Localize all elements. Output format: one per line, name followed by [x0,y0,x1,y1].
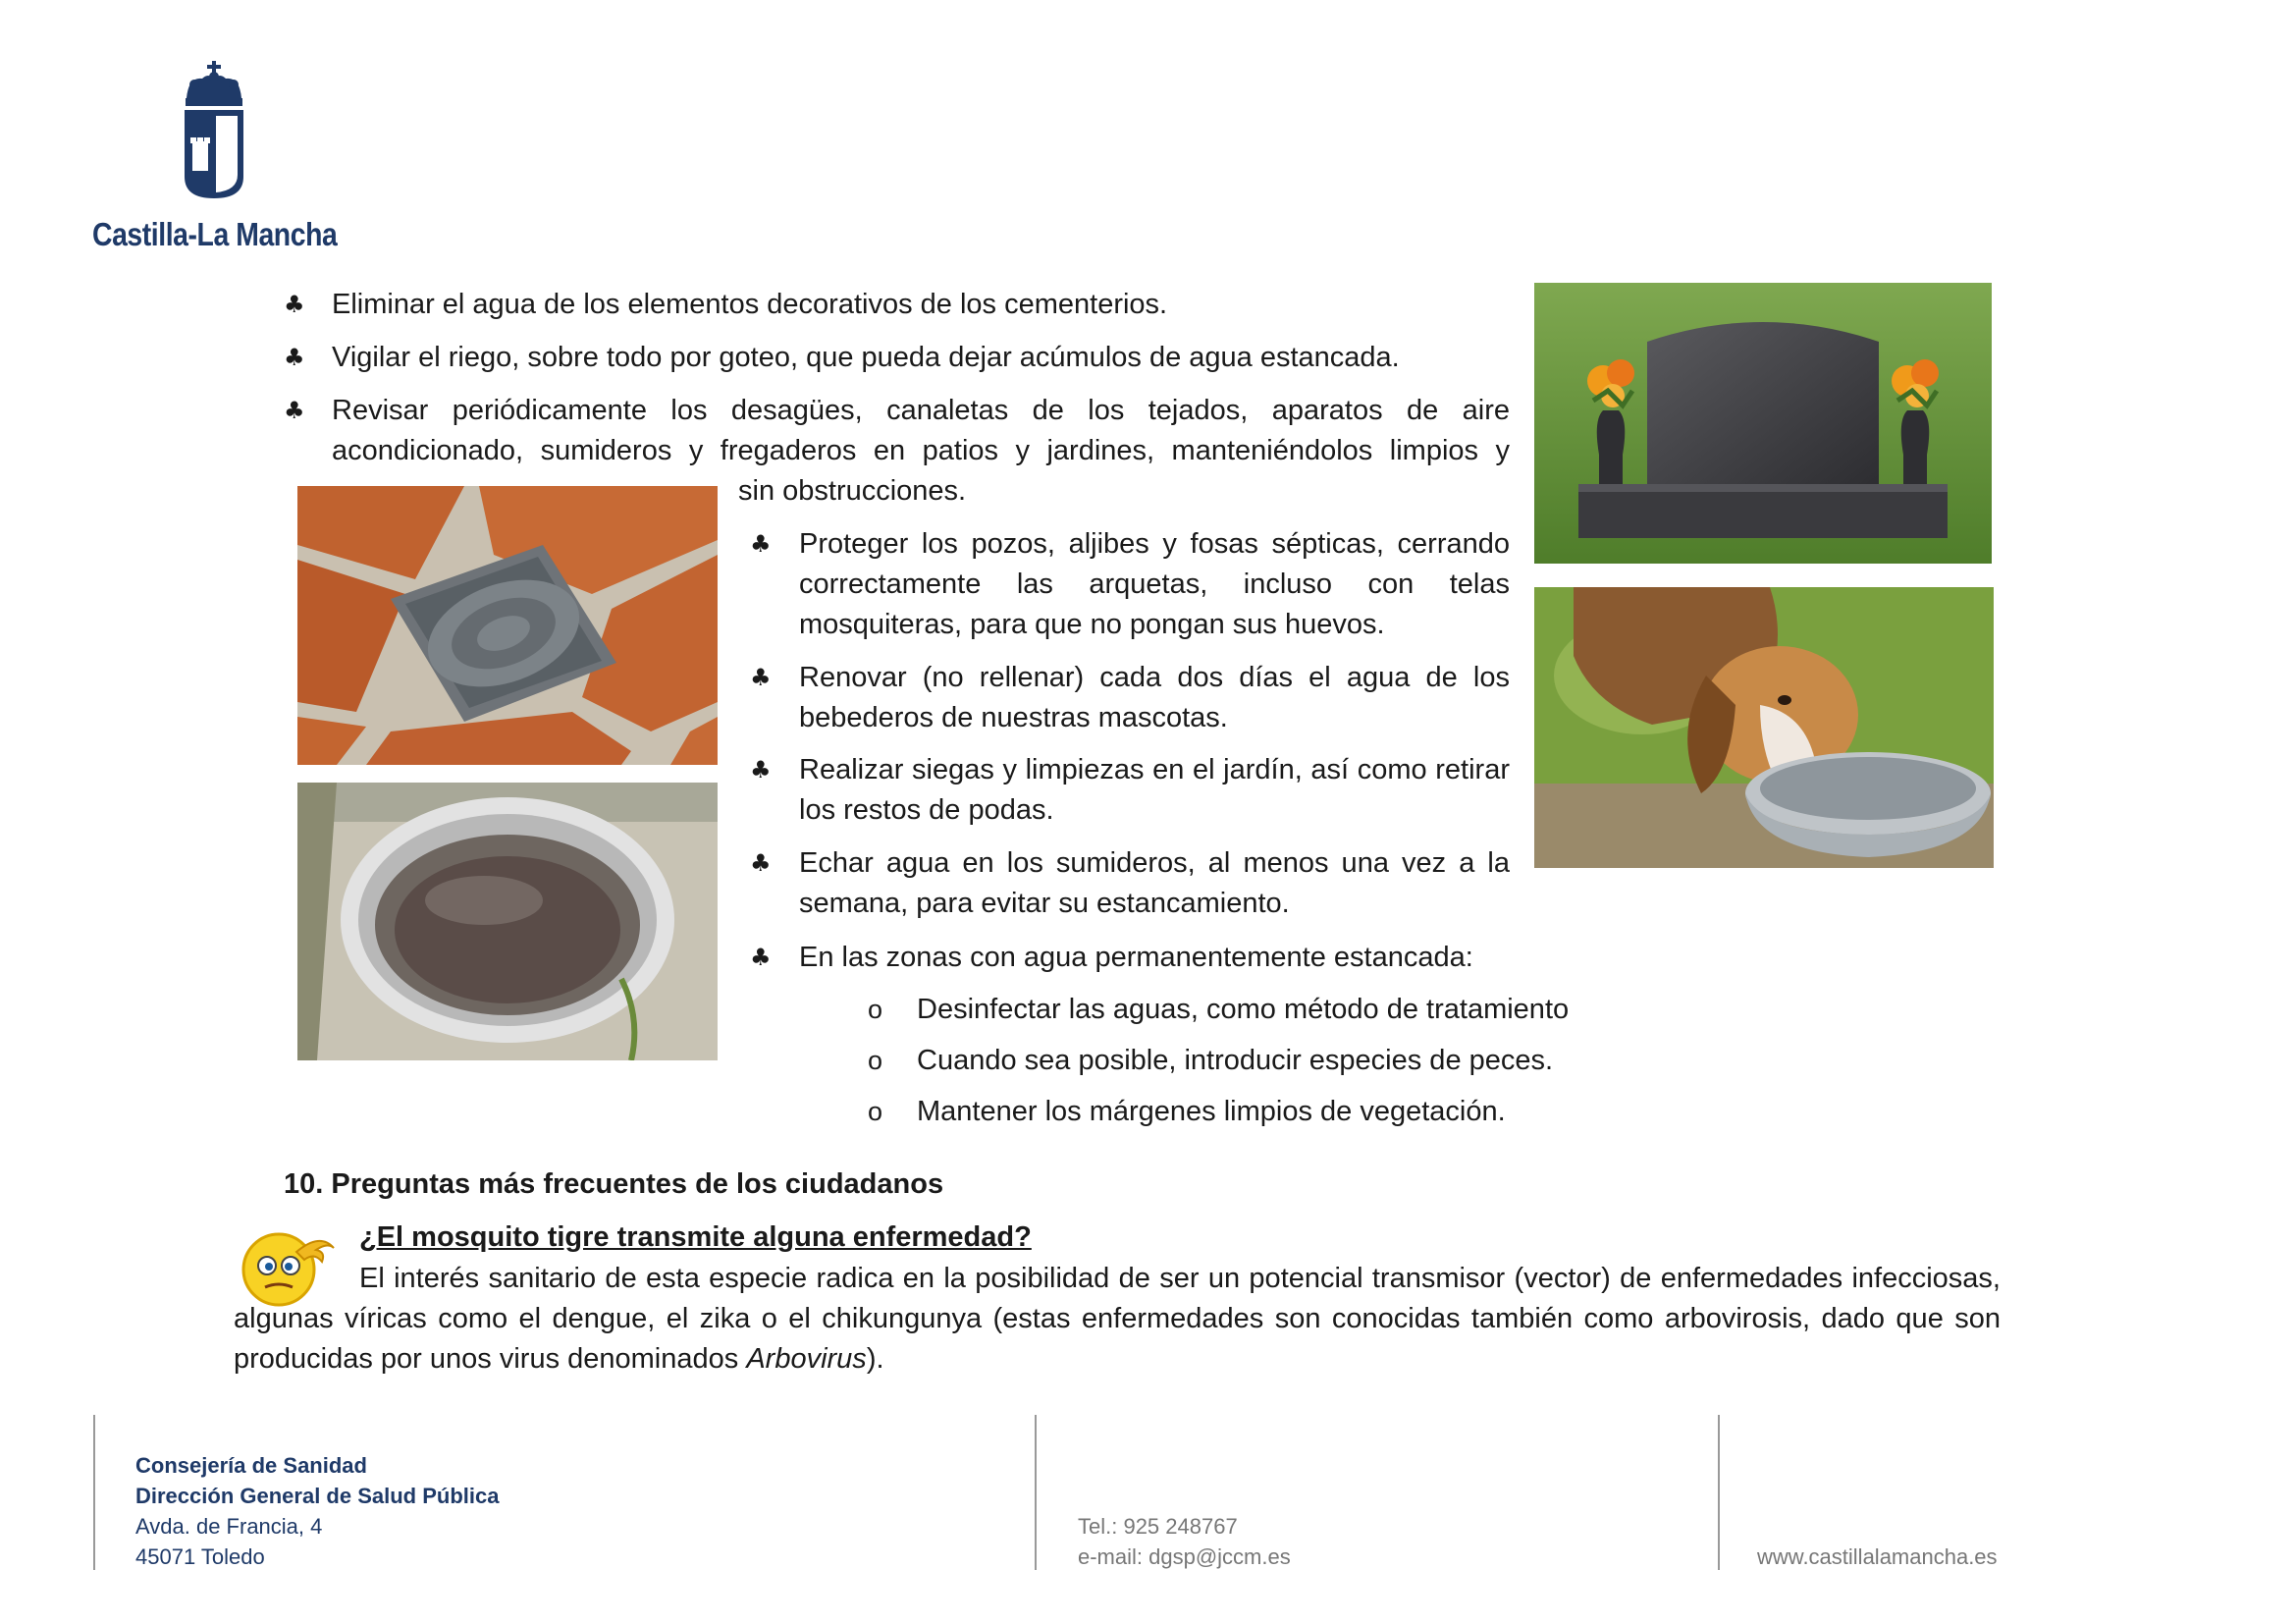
round-sump-photo [297,783,718,1060]
list-item: Realizar siegas y limpiezas en el jardín, así como retirar los restos de podas. [799,754,1510,826]
footer-org2: Dirección General de Salud Pública [135,1484,500,1508]
bullet-icon: ♣ [284,344,305,371]
circle-bullet-icon: o [868,1046,883,1075]
footer-phone: Tel.: 925 248767 [1078,1514,1238,1539]
circle-bullet-icon: o [868,995,883,1024]
bullet-icon: ♣ [750,756,772,784]
footer-divider [1718,1415,1720,1570]
sub-list-item: Cuando sea posible, introducir especies de peces. [917,1045,1554,1076]
sub-list-item: Desinfectar las aguas, como método de tratamiento [917,994,1570,1025]
faq-question: ¿El mosquito tigre transmite alguna enfermedad? [359,1221,1032,1253]
bullet-icon: ♣ [284,291,305,318]
bullet-icon: ♣ [750,530,772,558]
faq-answer [234,1259,2001,1380]
footer-address1: Avda. de Francia, 4 [135,1514,323,1539]
bullet-icon: ♣ [750,944,772,971]
circle-bullet-icon: o [868,1097,883,1126]
footer-org [135,1450,367,1481]
bullet-icon: ♣ [750,849,772,877]
dog-drinking-photo [1534,587,1994,868]
faq-answer-text: El interés sanitario de esta especie radica en la posibilidad de ser un potencial transmisor (vector) de enfermedades infecciosas, algunas víricas como el dengue, el zika o el chikungunya (estas enfermedades son conocidas también como arbovirosis, dado que son producidas por unos virus denominados [234,1263,2001,1375]
list-item: Echar agua en los sumideros, al menos una vez a la semana, para evitar su estancamiento. [799,847,1510,919]
logo-text: Castilla-La Mancha [92,216,338,252]
footer-email[interactable]: e-mail: dgsp@jccm.es [1078,1544,1291,1569]
list-item: Proteger los pozos, aljibes y fosas sépticas, cerrando correctamente las arquetas, incluso con telas mosquiteras, para que no pongan sus huevos. [799,528,1510,640]
floor-drain-photo [297,486,718,765]
sub-list-item: Mantener los márgenes limpios de vegetación. [917,1096,1506,1127]
list-item: Renovar (no rellenar) cada dos días el agua de los bebederos de nuestras mascotas. [799,662,1510,733]
section-title: 10. Preguntas más frecuentes de los ciudadanos [284,1168,944,1200]
list-item: En las zonas con agua permanentemente estancada: [799,942,1473,973]
faq-answer-end: ). [866,1343,884,1375]
castilla-la-mancha-logo [88,59,344,255]
footer-org [135,1481,499,1511]
list-item-continuation: sin obstrucciones. [738,475,967,507]
bullet-icon: ♣ [284,397,305,424]
footer-divider [93,1415,95,1570]
footer-divider [1035,1415,1037,1570]
list-item: Vigilar el riego, sobre todo por goteo, que pueda dejar acúmulos de agua estancada. [332,342,1400,373]
faq-answer-italic: Arbovirus [746,1343,867,1375]
list-item: Revisar periódicamente los desagües, canaletas de los tejados, aparatos de aire acondicionado, sumideros y fregaderos en patios y jardines, manteniéndolos limpios y [332,395,1510,466]
footer-website-link[interactable]: www.castillalamancha.es [1757,1544,1998,1569]
bullet-icon: ♣ [750,664,772,691]
footer-org1: Consejería de Sanidad [135,1453,367,1478]
cemetery-headstone-photo [1534,283,1992,564]
list-item: Eliminar el agua de los elementos decorativos de los cementerios. [332,289,1168,320]
castilla-la-mancha-crown-shield-icon [88,59,344,206]
footer-address2: 45071 Toledo [135,1544,265,1569]
